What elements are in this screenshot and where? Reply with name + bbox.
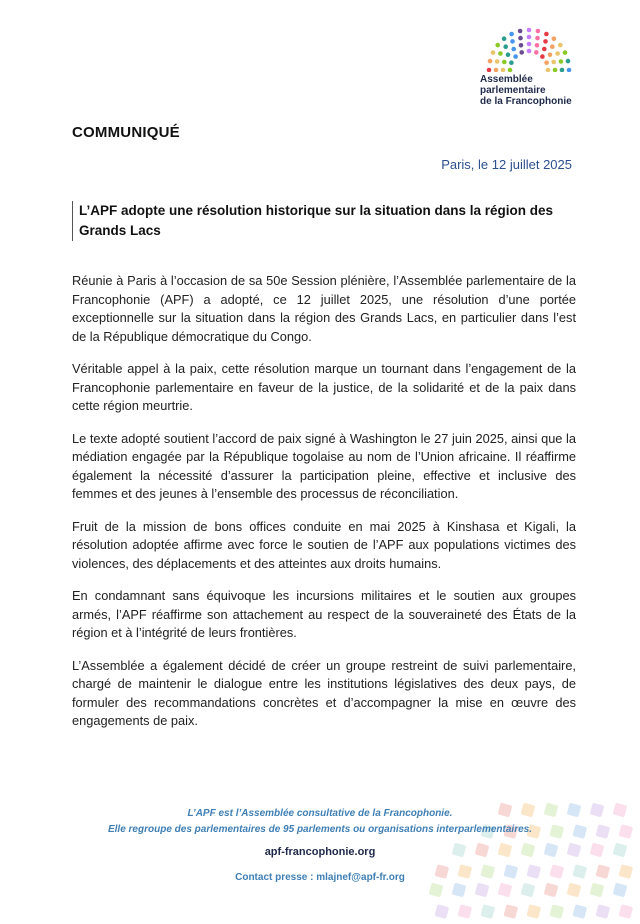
paragraph: Réunie à Paris à l’occasion de sa 50e Session plénière, l’Assemblée parlementaire de la Francophonie (APF) a adopté, ce 12 juillet 2025, une résolution d’une portée exceptionnelle sur la situation dans la région des Grands Lacs, en particulier dans l’est de la République démocratique du Congo. (72, 273, 576, 344)
logo-dot (487, 68, 492, 72)
logo-dot (543, 39, 548, 44)
logo-dot (527, 35, 532, 40)
logo-dot (535, 43, 540, 48)
logo-line-2: parlementaire (480, 85, 546, 96)
logo-dot (494, 68, 499, 72)
logo-dot (509, 60, 514, 65)
paragraph: Fruit de la mission de bons offices conduite en mai 2025 à Kinshasa et Kigali, la résolution adoptée affirme avec force le soutien de l’APF aux populations victimes des violences, des déplacements et des atteintes aux droits humains. (72, 518, 576, 571)
logo-dot (534, 50, 539, 55)
deco-square (595, 904, 610, 919)
logo-dot (560, 68, 565, 72)
logo-dot (550, 44, 555, 49)
logo-dot (536, 29, 541, 34)
logo-dot (527, 49, 532, 54)
footer-line-2: Elle regroupe des parlementaires de 95 parlements ou organisations interparlementaires. (107, 824, 533, 835)
logo-dot (491, 50, 496, 55)
deco-square (452, 883, 467, 898)
logo-dot (518, 36, 523, 41)
apf-logo (470, 22, 610, 112)
logo-dot (552, 36, 557, 41)
logo-dot (527, 28, 532, 33)
logo-dot (518, 29, 523, 34)
logo-dot (509, 32, 514, 37)
logo-dot (513, 54, 518, 59)
logo-dot (553, 68, 558, 72)
logo-line-1: Assemblée (480, 74, 533, 85)
logo-dot (546, 68, 551, 72)
footer (0, 806, 640, 883)
deco-square (613, 883, 628, 898)
logo-dot (540, 54, 545, 59)
paragraph: L’Assemblée a également décidé de créer un groupe restreint de suivi parlementaire, chargé de maintenir le dialogue entre les institutions législatives des deux pays, de formuler des recommandations concrètes et d’accompagner la mise en œuvre des engagements de paix. (72, 657, 576, 728)
logo-dot (503, 44, 508, 49)
logo-dot (495, 43, 500, 48)
logo-dot (544, 32, 549, 37)
logo-dot (508, 68, 513, 72)
deco-square (457, 904, 472, 919)
logo-dot (506, 52, 511, 57)
paragraph: En condamnant sans équivoque les incursions militaires et le soutien aux groupes armés, l’APF réaffirme son attachement au respect de la souveraineté des États de la région et à l’intégrité de leurs frontières. (72, 588, 576, 640)
deco-square (544, 883, 559, 898)
deco-square (503, 904, 518, 919)
deco-square (590, 883, 605, 898)
logo-dot (548, 52, 553, 57)
logo-dot (511, 47, 516, 52)
footer-line-1: L’APF est l’Assemblée consultative de la Francophonie. (187, 808, 453, 819)
logo-dot (510, 39, 515, 44)
logo-dot (498, 51, 503, 56)
deco-square (429, 883, 444, 898)
place-date: Paris, le 12 juillet 2025 (441, 157, 572, 172)
deco-square (498, 883, 513, 898)
logo-dot (559, 59, 564, 64)
logo-dot (544, 60, 549, 65)
logo-dot (551, 60, 556, 65)
paragraph: Le texte adopté soutient l’accord de paix signé à Washington le 27 juin 2025, ainsi que la médiation engagée par la République togolaise au nom de l’Union africaine. Il réaffirme également la nécessité d’assurer la participation pleine, effective et inclusive des femmes et des jeunes à l’ensemble des processus de réconciliation. (72, 430, 576, 501)
logo-dot (558, 43, 563, 48)
headline: L’APF adopte une résolution historique sur la situation dans la région des Grands Lacs (72, 201, 583, 241)
deco-square (567, 883, 582, 898)
deco-square (572, 904, 587, 919)
website-link[interactable]: apf-francophonie.org (264, 846, 376, 858)
paragraph: Véritable appel à la paix, cette résolution marque un tournant dans l’engagement de la Francophonie parlementaire en faveur de la justice, de la solidarité et de la paix dans cette région meurtrie. (72, 361, 576, 413)
logo-dot (566, 59, 571, 64)
logo-dot (502, 36, 507, 41)
body-text (72, 272, 576, 745)
logo-dot (501, 68, 506, 72)
deco-square (480, 904, 495, 919)
logo-dot (519, 43, 524, 48)
logo-dot (555, 51, 560, 56)
logo-dot (527, 42, 532, 47)
logo-dot (519, 50, 524, 55)
deco-square (434, 904, 449, 919)
logo-dot (495, 59, 500, 64)
logo-dot (488, 59, 493, 64)
deco-square (549, 904, 564, 919)
deco-square (526, 904, 541, 919)
page-title: COMMUNIQUÉ (72, 124, 180, 141)
logo-line-3: de la Francophonie (480, 96, 572, 107)
logo-dot (542, 47, 547, 52)
logo-dot (567, 68, 572, 72)
logo-dot (563, 50, 568, 55)
deco-square (521, 883, 536, 898)
deco-square (618, 904, 633, 919)
deco-square (475, 883, 490, 898)
logo-dot (502, 60, 507, 65)
press-contact[interactable]: Contact presse : mlajnef@apf-fr.org (235, 872, 405, 883)
logo-dot (535, 36, 540, 41)
arc-dots-icon (484, 22, 574, 72)
logo-text (480, 74, 572, 107)
